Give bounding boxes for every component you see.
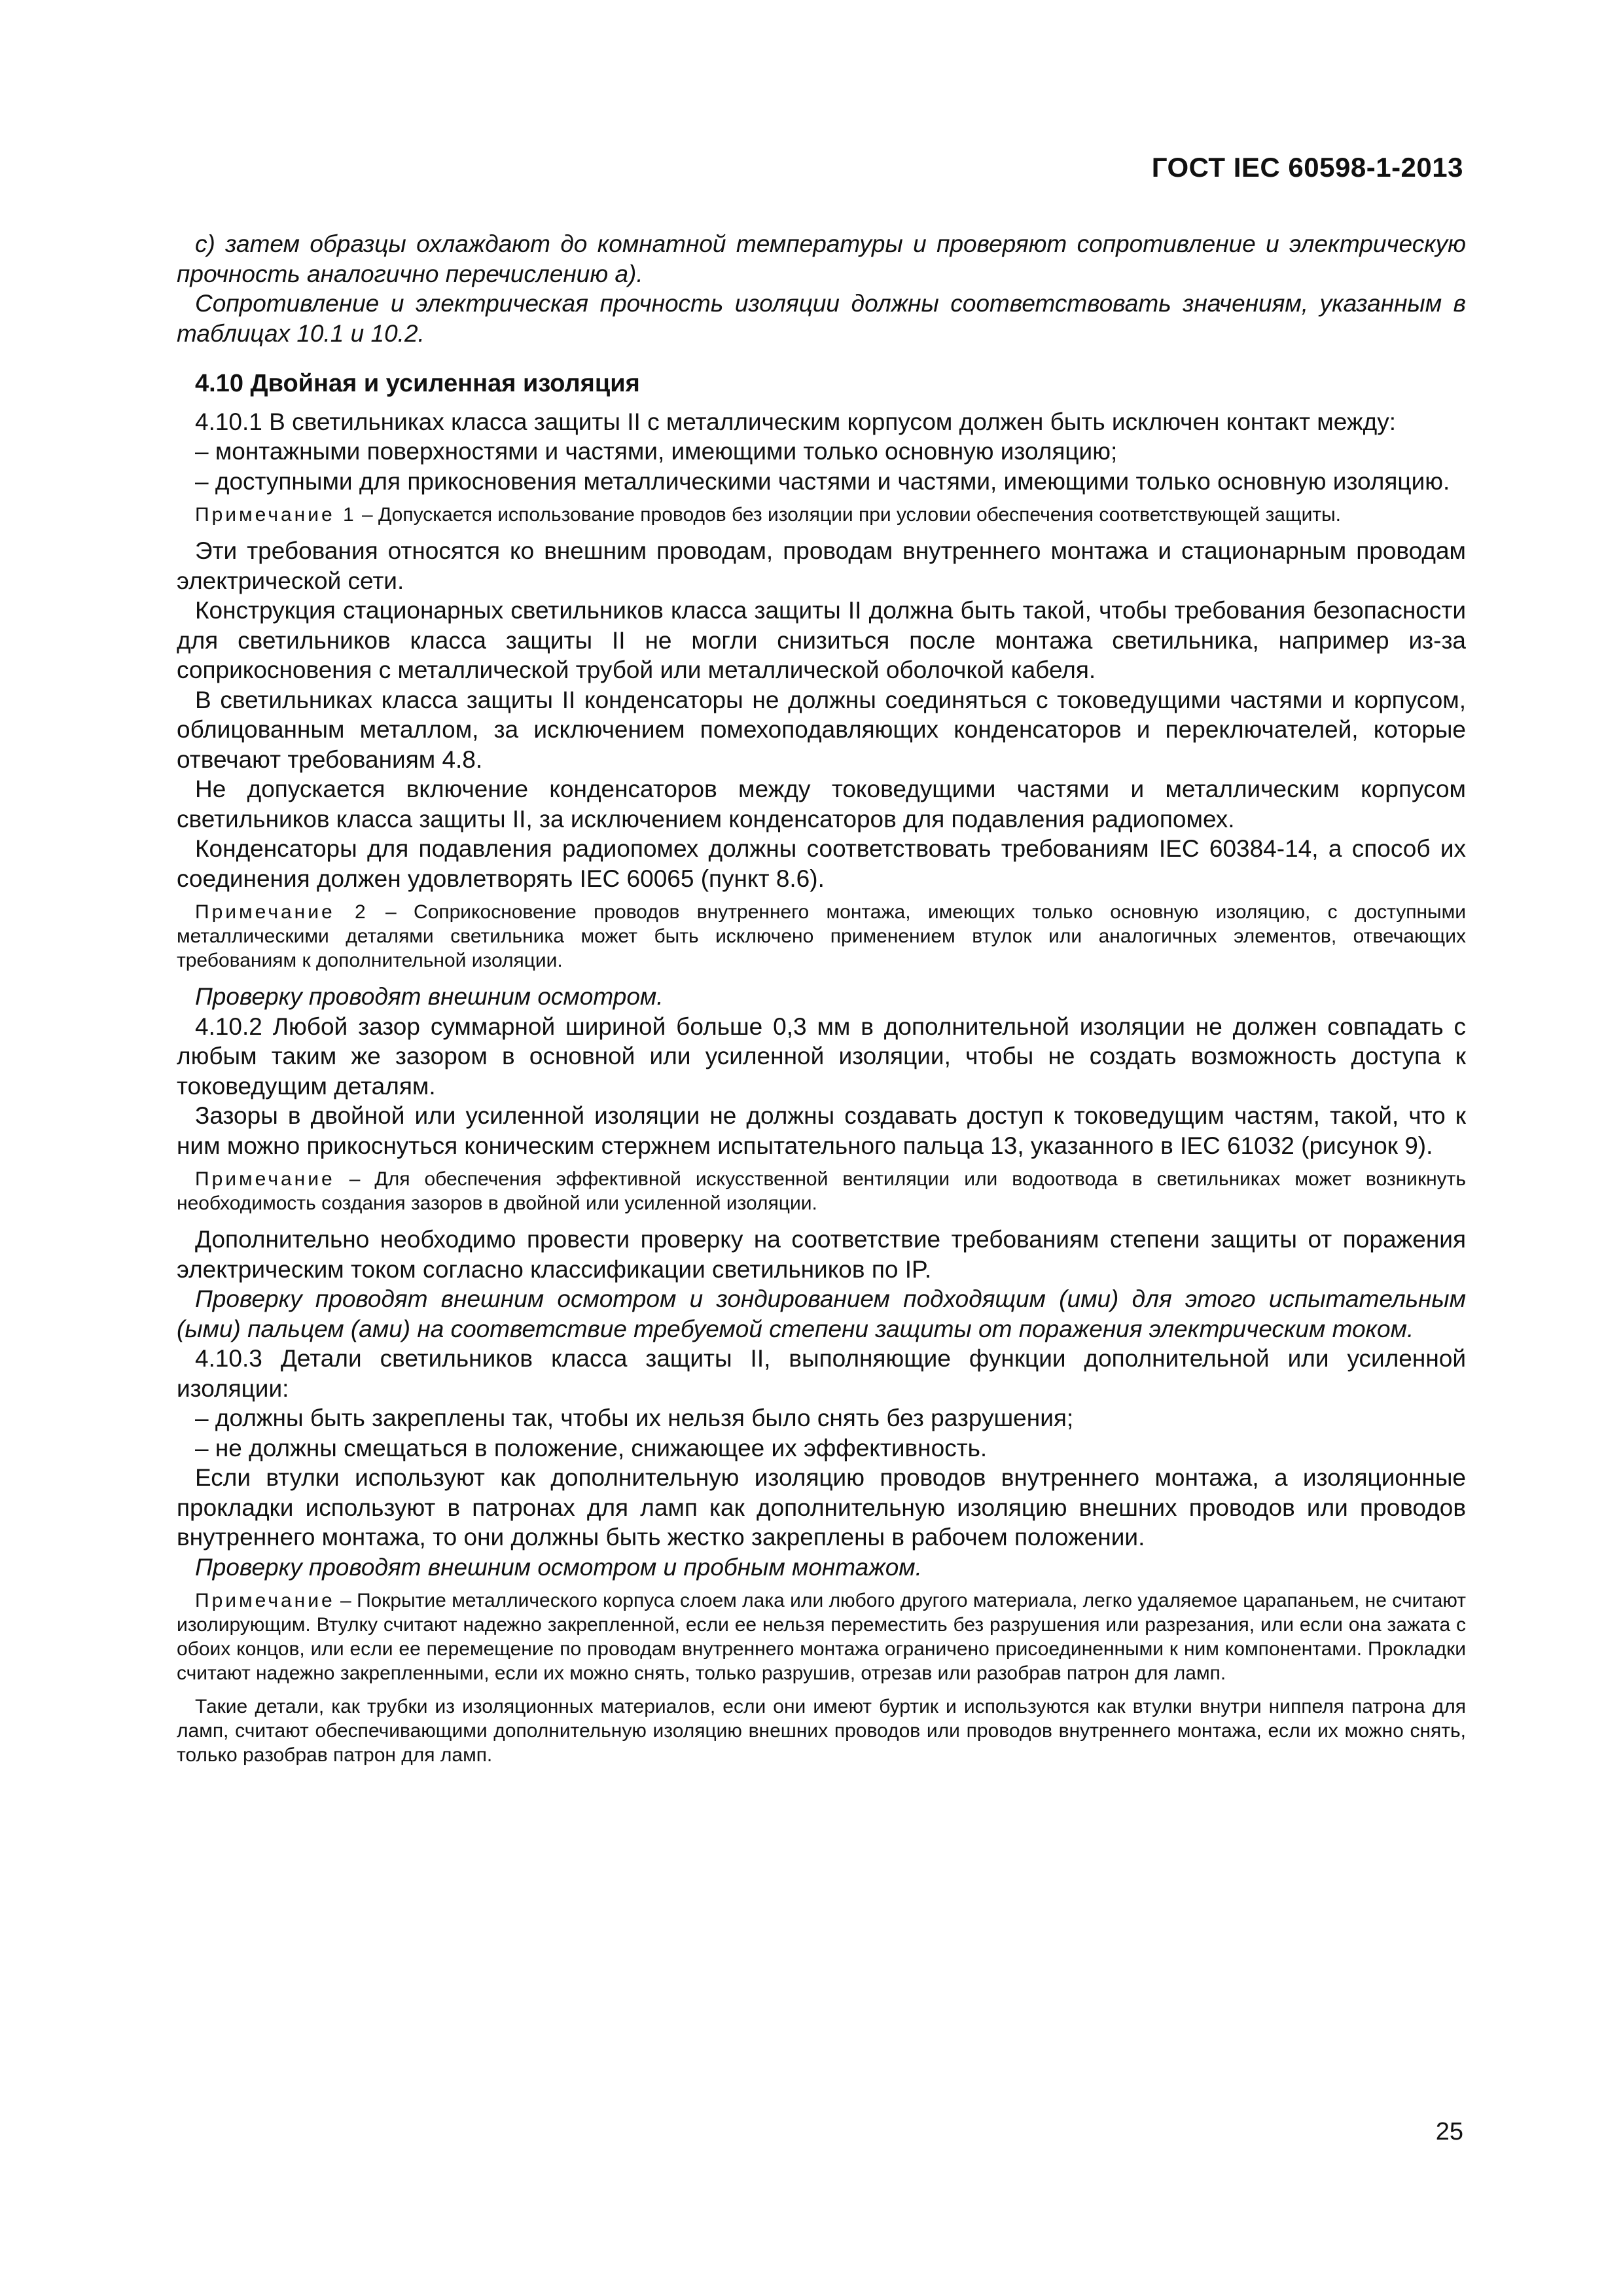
note-4	[177, 1588, 1466, 1685]
section-heading: 4.10 Двойная и усиленная изоляция	[195, 370, 640, 397]
note-2	[177, 900, 1466, 973]
note-1	[177, 503, 1466, 527]
paragraph-sleeves: Если втулки используют как дополнительную изоляцию проводов внутреннего монтажа, а изоляционные прокладки используют в патронах для ламп как дополнительную изоляцию внешних проводов или проводов внутреннего монтажа, то они должны быть жестко закреплены в рабочем положении.	[177, 1464, 1466, 1551]
document-body	[177, 229, 1466, 1767]
document-header: ГОСТ IEC 60598-1-2013	[1151, 152, 1463, 183]
paragraph-radio: Конденсаторы для подавления радиопомех должны соответствовать требованиям IEC 60384-14, а способ их соединения должен удовлетворять IEC 60065 (пункт 8.6).	[177, 835, 1466, 892]
paragraph-construction: Конструкция стационарных светильников класса защиты II должна быть такой, чтобы требования безопасности для светильников класса защиты II не могли снизиться после монтажа светильника, например из-за соприкосновения с металлической трубой или металлической оболочкой кабеля.	[177, 597, 1466, 683]
note-label: Примечание	[195, 1168, 335, 1190]
check-text: Проверку проводят внешним осмотром и пробным монтажом.	[195, 1553, 922, 1581]
paragraph-resistance: Сопротивление и электрическая прочность изоляции должны соответствовать значениям, указанным в таблицах 10.1 и 10.2.	[177, 290, 1466, 347]
paragraph-capacitors: В светильниках класса защиты II конденсаторы не должны соединяться с токоведущими частями и корпусом, облицованным металлом, за исключением помехоподавляющих конденсаторов и переключателей, которые отвечают требованиям 4.8.	[177, 686, 1466, 773]
paragraph-gaps: Зазоры в двойной или усиленной изоляции не должны создавать доступ к токоведущим частям, такой, что к ним можно прикоснуться коническим стержнем испытательного пальца 13, указанного в IEC 61032 (рисунок 9).	[177, 1102, 1466, 1159]
paragraph-no-inclusion: Не допускается включение конденсаторов между токоведущими частями и металлическим корпусом светильников класса защиты II, за исключением конденсаторов для подавления радиопомех.	[177, 776, 1466, 833]
paragraph-requirements: Эти требования относятся ко внешним проводам, проводам внутреннего монтажа и стационарным проводам электрической сети.	[177, 537, 1466, 594]
check-text: Проверку проводят внешним осмотром и зондированием подходящим (ими) для этого испытательным (ыми) пальцем (ами) на соответствие требуемой степени защиты от поражения электрическим током.	[177, 1285, 1466, 1342]
clause-4-10-2: 4.10.2 Любой зазор суммарной шириной больше 0,3 мм в дополнительной изоляции не должен совпадать с любым таким же зазором в основной или усиленной изоляции, чтобы не создать возможность доступа к токоведущим деталям.	[177, 1013, 1466, 1100]
note-4-continuation: Такие детали, как трубки из изоляционных материалов, если они имеют буртик и используются как втулки внутри ниппеля патрона для ламп, считают обеспечивающими дополнительную изоляцию внешних проводов или проводов внутреннего монтажа, если их можно снять, только разобрав патрон для ламп.	[177, 1696, 1466, 1766]
paragraph-additional: Дополнительно необходимо провести проверку на соответствие требованиям степени защиты от поражения электрическим током согласно классификации светильников по IP.	[177, 1226, 1466, 1283]
note-3	[177, 1167, 1466, 1215]
list-item: – не должны смещаться в положение, снижающее их эффективность.	[195, 1434, 988, 1462]
note-label: Примечание	[195, 1590, 335, 1611]
note-text: – Для обеспечения эффективной искусственной вентиляции или водоотвода в светильниках может возникнуть необходимость создания зазоров в двойной или усиленной изоляции.	[177, 1168, 1466, 1214]
note-label: Примечание 1	[195, 504, 357, 526]
check-text: Проверку проводят внешним осмотром.	[195, 983, 664, 1010]
note-text: – Допускается использование проводов без изоляции при условии обеспечения соответствующей защиты.	[356, 504, 1341, 526]
list-item: – доступными для прикосновения металлическими частями и частями, имеющими только основную изоляцию.	[195, 467, 1450, 495]
note-text: – Соприкосновение проводов внутреннего монтажа, имеющих только основную изоляцию, с доступными металлическими деталями светильника может быть исключено применением втулок или аналогичных элементов, отвечающих требованиям к дополнительной изоляции.	[177, 901, 1466, 971]
clause-4-10-1: 4.10.1 В светильниках класса защиты II с металлическим корпусом должен быть исключен контакт между:	[195, 408, 1397, 435]
note-text: – Покрытие металлического корпуса слоем лака или любого другого материала, легко удаляемое царапаньем, не считают изолирующим. Втулку считают надежно закрепленной, если ее нельзя переместить без разрушения или разрезания, или если она зажата с обоих концов, или если ее перемещение по проводам внутреннего монтажа ограничено присоединенными к ним компонентами. Прокладки считают надежно закрепленными, если их можно снять, только разрушив, отрезав или разобрав патрон для ламп.	[177, 1590, 1466, 1684]
list-item: – должны быть закреплены так, чтобы их нельзя было снять без разрушения;	[195, 1405, 1074, 1431]
page-number: 25	[1435, 2118, 1463, 2145]
note-label: Примечание 2	[195, 901, 368, 923]
paragraph-item-c: c) затем образцы охлаждают до комнатной температуры и проверяют сопротивление и электрическую прочность аналогично перечислению a).	[177, 230, 1466, 287]
list-item: – монтажными поверхностями и частями, имеющими только основную изоляцию;	[195, 438, 1118, 465]
clause-4-10-3: 4.10.3 Детали светильников класса защиты II, выполняющие функции дополнительной или усиленной изоляции:	[177, 1345, 1466, 1402]
